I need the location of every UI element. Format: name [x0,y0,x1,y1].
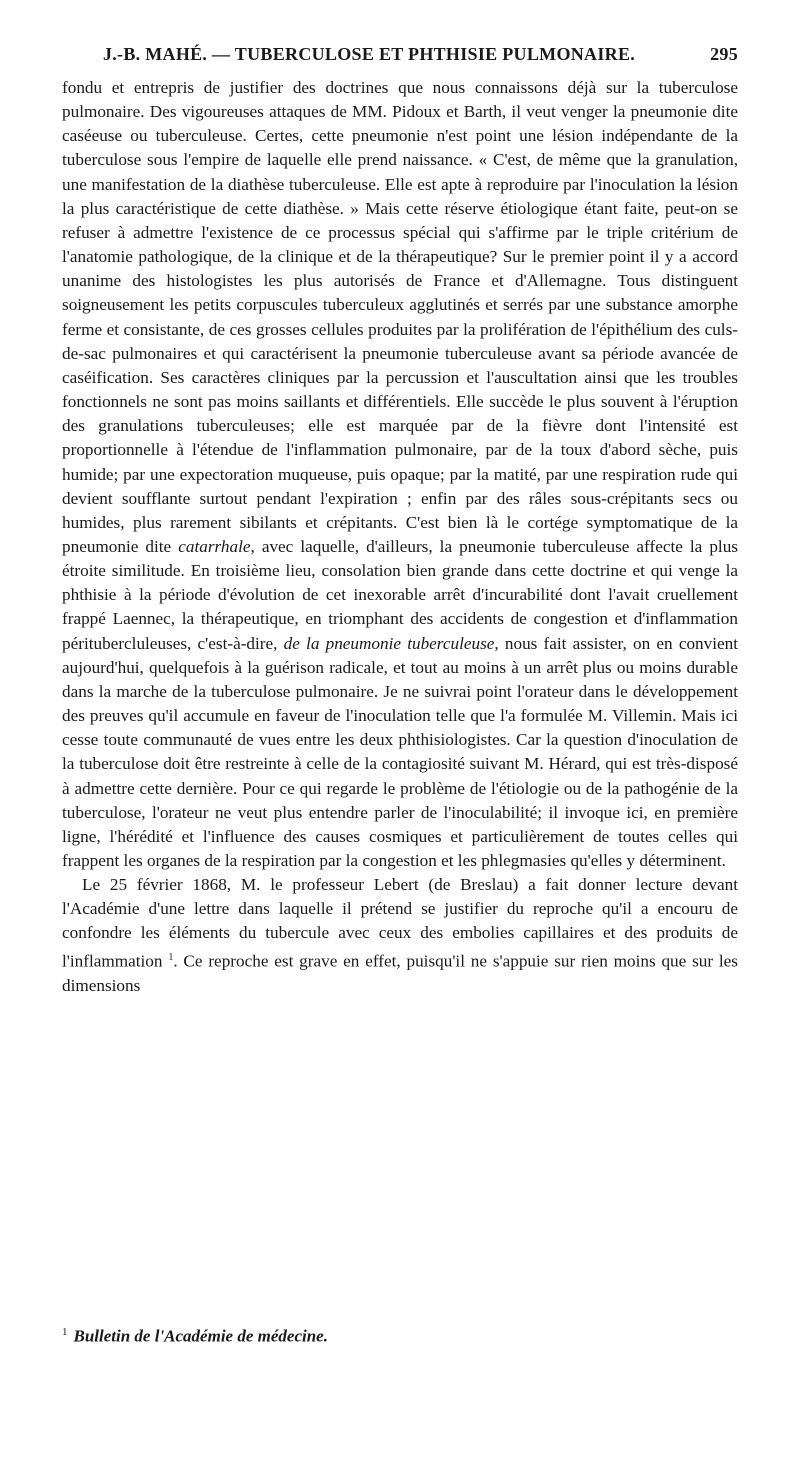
paragraph-2-part-b: . Ce reproche est grave en effet, puisqu'il ne s'appuie sur rien moins que sur les dimensions [62,951,738,995]
footnote-reference: 1 [168,951,174,963]
italic-catarrhale: catarrhale [178,536,251,556]
paragraph-1-part-a: fondu et entrepris de justifier des doctrines que nous connaissons déjà sur la tuberculose pulmonaire. Des vigoureuses attaques de MM. Pidoux et Barth, il veut venger la pneumonie dite caséeuse ou tuberculeuse. Certes, cette pneumonie n'est point une lésion indépendante de la tuberculose sous l'empire de laquelle elle prend naissance. « C'est, de même que la granulation, une manifestation de la diathèse tuberculeuse. Elle est apte à reproduire par l'inoculation la lésion la plus caractéristique de cette diathèse. » Mais cette réserve étiologique étant faite, peut-on se refuser à admettre l'existence de ce processus spécial qui s'affirme par le triple critérium de l'anatomie pathologique, de la clinique et de la thérapeutique? Sur le premier point il y a accord unanime des histologistes les plus autorisés de France et d'Allemagne. Tous distinguent soigneusement les petits corpuscules tuberculeux agglutinés et serrés par une substance amorphe ferme et consistante, de ces grosses cellules produites par la prolifération de l'épithélium des culs-de-sac pulmonaires et qui caractérisent la pneumonie tuberculeuse avant sa période avancée de caséification. Ses caractères cliniques par la percussion et l'auscultation ainsi que les troubles fonctionnels ne sont pas moins saillants et différentiels. Elle succède le plus souvent à l'éruption des granulations tuberculeuses; elle est marquée par de la fièvre dont l'intensité est proportionnelle à l'étendue de l'inflammation pulmonaire, par de la toux d'abord sèche, puis humide; par une expectoration muqueuse, puis opaque; par la matité, par une respiration rude qui devient soufflante surtout pendant l'expiration ; enfin par des râles sous-crépitants secs ou humides, plus rarement sibilants et crépitants. C'est bien là le cortége symptomatique de la pneumonie dite [62,78,738,556]
body-text [62,76,738,998]
footnote-text: Bulletin de l'Académie de médecine. [73,1326,328,1346]
running-head [62,44,738,76]
paragraph-2-part-a: Le 25 février 1868, M. le professeur Lebert (de Breslau) a fait donner lecture devant l'Académie d'une lettre dans laquelle il prétend se justifier du reproche qu'il a encouru de confondre les éléments du tubercule avec ceux des embolies capillaires et des produits de l'inflammation [62,875,738,971]
page-number: 295 [710,44,738,64]
italic-pneumonie-tuberculeuse: de la pneumonie tuberculeuse [283,633,495,653]
paragraph-1 [62,76,738,873]
paragraph-2 [62,873,738,998]
footnote-mark: 1 [62,1326,68,1338]
paragraph-1-part-b: , avec laquelle, d'ailleurs, la pneumonie tuberculeuse affecte la plus étroite similitude. En troisième lieu, consolation bien grande dans cette doctrine et qui venge la phthisie à la période d'évolution de cet inexorable arrêt d'incurabilité dont l'avait cruellement frappé Laennec, la thérapeutique, en triomphant des accidents de congestion et d'inflammation péritubercluleuses, c'est-à-dire, [62,536,738,653]
book-page [62,44,738,998]
running-head-title: J.-B. MAHÉ. — TUBERCULOSE ET PHTHISIE PULMONAIRE. [102,44,636,64]
paragraph-1-part-c: , nous fait assister, on en convient aujourd'hui, quelquefois à la guérison radicale, et tout au moins à un arrêt plus ou moins durable dans la marche de la tuberculose pulmonaire. Je ne suivrai point l'orateur dans le développement des preuves qu'il accumule en faveur de l'inoculation telle que l'a formulée M. Villemin. Mais ici cesse toute communauté de vues entre les deux phthisiologistes. Car la question d'inoculation de la tuberculose doit être restreinte à celle de la contagiosité suivant M. Hérard, qui est très-disposé à admettre cette dernière. Pour ce qui regarde le problème de l'étiologie ou de la pathogénie de la tuberculose, l'orateur ne veut plus entendre parler de l'inoculabilité; il invoque ici, en première ligne, l'hérédité et l'influence des causes cosmiques et particulièrement de toutes celles qui frappent les organes de la respiration par la congestion et les phlegmasies qu'elles y déterminent. [62,633,739,870]
footnote [62,1326,738,1347]
